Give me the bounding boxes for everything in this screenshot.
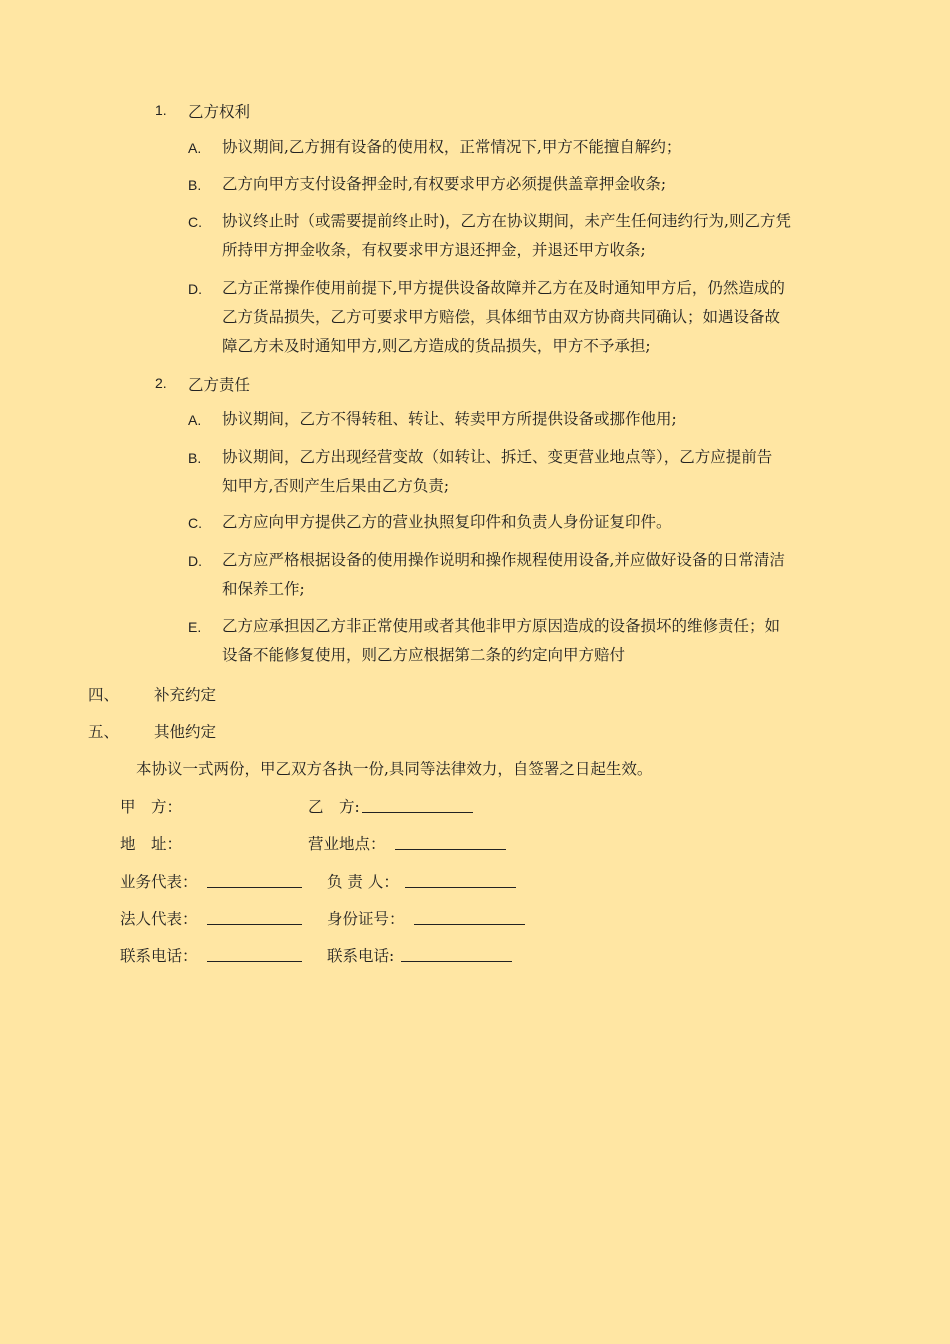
party-b-label: 乙 方:: [308, 798, 360, 816]
legal-rep-label: 法人代表：: [120, 910, 198, 928]
clause-5-title: 其他约定: [154, 723, 217, 741]
phone-b-blank[interactable]: [401, 946, 512, 962]
phone-a-label: 联系电话：: [120, 947, 198, 965]
item-letter: C.: [188, 515, 202, 531]
section-1-title: 乙方权利: [188, 103, 251, 121]
item-letter: A.: [188, 140, 202, 156]
item-letter: C.: [188, 214, 202, 230]
business-rep-blank[interactable]: [207, 872, 302, 888]
clause-text: 乙方向甲方支付设备押金时,有权要求甲方必须提供盖章押金收条;: [222, 175, 667, 193]
clause-5-number: 五、: [88, 723, 120, 741]
legal-rep-blank[interactable]: [207, 909, 302, 925]
item-letter: E.: [188, 619, 202, 635]
clause-text: 协议终止时（或需要提前终止时)，乙方在协议期间，未产生任何违约行为,则乙方凭 所持甲方押金收条，有权要求甲方退还押金，并退还甲方收条;: [222, 212, 791, 259]
item-letter: D.: [188, 281, 202, 297]
clause-text: 协议期间，乙方不得转租、转让、转卖甲方所提供设备或挪作他用;: [222, 410, 677, 428]
id-number-label: 身份证号：: [327, 910, 405, 928]
item-letter: B.: [188, 450, 202, 466]
business-location-blank[interactable]: [395, 834, 506, 850]
item-letter: B.: [188, 177, 202, 193]
clause-4-number: 四、: [88, 686, 120, 704]
business-rep-label: 业务代表：: [120, 873, 198, 891]
item-letter: D.: [188, 553, 202, 569]
clause-text: 乙方应严格根据设备的使用操作说明和操作规程使用设备,并应做好设备的日常清洁 和保养工作;: [222, 551, 785, 598]
address-label: 地 址：: [120, 835, 183, 853]
phone-a-blank[interactable]: [207, 946, 302, 962]
item-letter: A.: [188, 412, 202, 428]
clause-text: 乙方正常操作使用前提下,甲方提供设备故障并乙方在及时通知甲方后，仍然造成的 乙方货品损失，乙方可要求甲方赔偿，具体细节由双方协商共同确认；如遇设备故 障乙方未及时通知甲方,则乙方造成的货品损失，甲方不予承担;: [222, 279, 785, 355]
clause-text: 协议期间,乙方拥有设备的使用权，正常情况下,甲方不能擅自解约；: [222, 138, 682, 156]
person-in-charge-blank[interactable]: [405, 872, 516, 888]
section-1-number: 1.: [155, 102, 167, 118]
party-a-label: 甲 方：: [120, 798, 183, 816]
clause-text: 乙方应向甲方提供乙方的营业执照复印件和负责人身份证复印件。: [222, 513, 672, 531]
effect-statement: 本协议一式两份，甲乙双方各执一份,具同等法律效力，自签署之日起生效。: [136, 760, 653, 778]
party-b-blank[interactable]: [362, 797, 473, 813]
clause-text: 乙方应承担因乙方非正常使用或者其他非甲方原因造成的设备损坏的维修责任；如 设备不能修复使用，则乙方应根据第二条的约定向甲方赔付: [222, 617, 781, 664]
phone-b-label: 联系电话:: [327, 947, 395, 965]
clause-text: 协议期间，乙方出现经营变故（如转让、拆迁、变更营业地点等），乙方应提前告 知甲方,否则产生后果由乙方负责;: [222, 448, 773, 495]
id-number-blank[interactable]: [414, 909, 525, 925]
section-2-title: 乙方责任: [188, 376, 251, 394]
section-2-number: 2.: [155, 375, 167, 391]
clause-4-title: 补充约定: [154, 686, 217, 704]
person-in-charge-label: 负 责 人：: [327, 873, 399, 891]
business-location-label: 营业地点：: [308, 835, 386, 853]
